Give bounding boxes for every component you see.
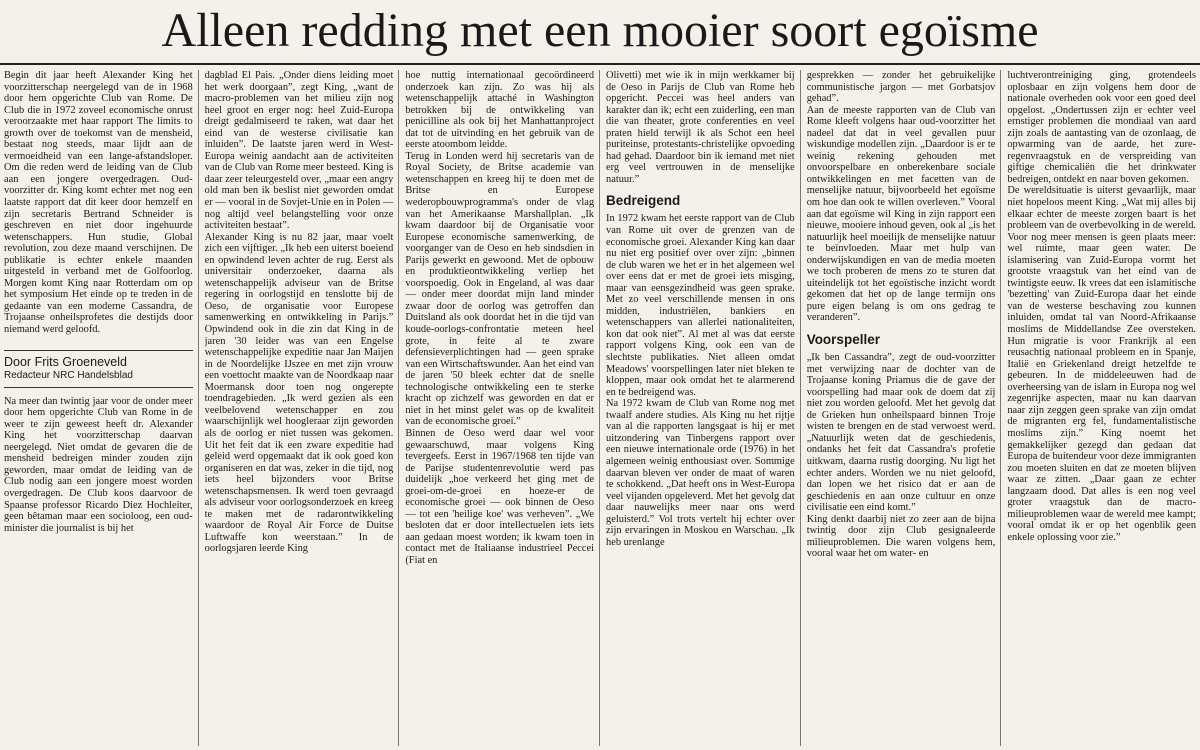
paragraph: King denkt daarbij niet zo zeer aan de bijna twintig door zijn Club gesignaleerde milieuproblemen. Die waren volgens hem, vooral waar het om water- en [806, 513, 996, 560]
article-column-2 [205, 70, 400, 746]
article-column-1 [4, 70, 199, 746]
subheading: Voorspeller [806, 332, 880, 348]
byline-role: Redacteur NRC Handelsblad [4, 369, 133, 381]
paragraph: Na meer dan twintig jaar voor de onder meer door hem opgerichte Club van Rome in de weer te zijn geweest heeft dr. Alexander King het voorzitterschap daarvan neergelegd. Niet omdat de gevaren die de mensheid bedreigen minder zouden zijn geworden, maar omdat de leiding van de Club nodig aan een jongere moest worden overgedragen. De Club koos daarvoor de Spaanse professor Ricardo Diez Hochleiter, geen bêtaman maar een socioloog, een oud-minister die journalist is bij het [4, 395, 193, 534]
paragraph: gesprekken — zonder het gebruikelijke communistische jargon — met Gorbatsjov gehad”. [806, 70, 996, 105]
paragraph: Begin dit jaar heeft Alexander King het voorzitterschap neergelegd van de in 1968 door hem opgerichte Club van Rome. De Club die in 1972 zoveel economische onrust veroorzaakte met haar rapport The limits to growth over de toekomst van de mensheid, bestaat nog steeds, maar lijdt aan de vermoeidheid van een lange-afstandsloper. Om die reden werd de leiding van de Club aan een jongere overgedragen. Oud-voorzitter dr. King komt echter met nog een laatste rapport dat dit keer door hemzelf en zijn secretaris Bertrand Schneider is geschreven en niet door ingehuurde wetenschappers. Hun studie, Global revolution, zou deze maand verschijnen. De publikatie is echter enkele maanden uitgesteld in verband met de Golfoorlog. Morgen komt King naar Rotterdam om op het symposium Het einde op te treden in de gedaante van een moderne Cassandra, de Trojaanse onheilsprofetes die destijds door niemand werd geloofd. [4, 70, 193, 336]
paragraph: luchtverontreiniging ging, grotendeels oplosbaar en zijn volgens hem door de nationale overheden ook voor een goed deel opgelost. „Ondertussen zijn er echter veel ernstiger problemen die mondiaal van aard zijn zoals de aantasting van de ozonlaag, de opwarming van de aarde, het zure-regenvraagstuk en de verspreiding van giftige chemicaliën die het drinkwater bedreigen, ontdekt en naar boven gekomen. [1007, 70, 1197, 185]
paragraph: De wereldsituatie is uiterst gevaarlijk, maar niet hopeloos meent King. „Wat mij alles bij elkaar echter de meeste zorgen baart is het probleem van de overbevolking in de wereld. Voor nog meer mensen is geen plaats meer: wel ruimte, maar geen water. De islamisering van Zuid-Europa vormt het grootste vraagstuk van het eind van de twintigste eeuw. Ik vrees dat een islamitische 'bezetting' van Zuid-Europa daar het einde van de westerse beschaving zou kunnen inluiden, omdat tal van Noord-Afrikaanse moslims de Middellandse Zee oversteken. Hun migratie is voor Frankrijk al een reusachtig nationaal probleem en in Spanje, Italië en Griekenland dreigt hetzelfde te gebeuren. In de middeleeuwen had de overheersing van de islam in Europa nog wel zegenrijke aspecten, maar nu kan daarvan naar zijn zeggen geen sprake van zijn omdat de migranten erg fel, fundamentalistische moslims zijn.” King noemt het gemakkelijker gezegd dan gedaan dat Europa de buitendeur voor deze immigranten zou moeten sluiten en dat ze moeten blijven waar ze zitten. „Daar gaan ze echter langzaam dood. Dat alles is een nog veel groter vraagstuk dan de macro-milieuproblemen waar de wereld mee kampt; vooral omdat ik er op het ogenblik geen enkele oplossing voor zie.” [1007, 185, 1197, 543]
paragraph: Aan de meeste rapporten van de Club van Rome kleeft volgens haar oud-voorzitter het nadeel dat dat in veel gevallen puur wiskundige modellen zijn. „Daardoor is er te weinig rekening gehouden met onvoorspelbare en onberekenbare sociale ontwikkelingen en met facetten van de menselijke natuur, bijvoorbeeld het egoïsme om hoe dan ook te willen overleven.” Vooral aan dat egoïsme wil King in zijn rapport een nieuwe, mooiere inhoud geven, ook al „is het natuurlijk heel moeilijk de menselijke natuur te beïnvloeden. Maar met hulp van onderwijskundigen en van de media moeten we toch proberen de mens zo te sturen dat uiteindelijk tot het egoïstische inzicht wordt gekomen dat het op de lange termijn ons pure eigen belang is om ons gedrag te veranderen”. [806, 104, 996, 324]
paragraph: dagblad El Pais. „Onder diens leiding moet het werk doorgaan”, zegt King, „want de macro-problemen van het milieu zijn nog heel groot en erger nog: heel Zuid-Europa dreigt gedalmiseerd te raken, wat daar het eind van de westerse civilisatie kan inluiden”. De laatste jaren werd in West-Europa weinig aandacht aan de activiteiten van de Club van Rome meer besteed. King is daar zeer teleurgesteld over, „maar een angry old man ben ik beslist niet geworden omdat er — vooral in de Sovjet-Unie en in Polen — nog altijd veel belangstelling voor onze activiteiten bestaat”. [204, 70, 394, 232]
byline-author: Door Frits Groeneveld [4, 354, 127, 369]
subheading: Bedreigend [606, 193, 681, 209]
headline-rule [0, 63, 1200, 65]
paragraph: „Ik ben Cassandra”, zegt de oud-voorzitter met verwijzing naar de dochter van de Trojaanse koning Priamus die de gave der voorspelling had maar ook de doem dat zij niet zou worden geloofd. Met het gevolg dat de Grieken hun onheilspaard binnen Troje wisten te brengen en de stad verwoest werd. „Natuurlijk weten dat de geschiedenis, ondanks het feit dat Cassandra's profetie uitkwam, daarna rustig doorging. Nu ligt het echter anders. Worden we nu niet geloofd, dan lopen we het risico dat er aan de geschiedenis en aan onze cultuur en onze civilisatie een eind komt.” [806, 352, 996, 514]
paragraph: Na 1972 kwam de Club van Rome nog met twaalf andere studies. Als King nu het rijtje van al die rapporten langsgaat is hij er met uitzondering van Tinbergens rapport over een nieuwe internationale orde (1976) in het algemeen weinig enthousiast over. Sommige daarvan bleven ver onder de maat of waren te schokkend. „Dat heeft ons in West-Europa veel vijanden opgeleverd. Met het gevolg dat daar nauwelijks meer naar ons werd geluisterd.” Vol trots vertelt hij echter over zijn ervaringen in Moskou en Warschau. „Ik heb urenlange [606, 398, 795, 548]
paragraph: Olivetti) met wie ik in mijn werkkamer bij de Oeso in Parijs de Club van Rome heb opgericht. Peccei was heel anders van karakter dan ik; echt een zuiderling, een man die van theater, grote conferenties en veel praten hield terwijl ik als Schot een heel puriteinse, protestants-christelijke opvoeding had gehad. Daardoor bin ik iemand met niet erg veel vertrouwen in de menselijke natuur.” [606, 70, 795, 185]
article-body [4, 70, 1196, 746]
headline: Alleen redding met een mooier soort egoïsme [161, 4, 1039, 57]
article-column-4 [606, 70, 801, 746]
byline [4, 350, 193, 388]
paragraph: Terug in Londen werd hij secretaris van de Royal Society, de Britse academie van wetenschappen en kreeg hij te doen met de Britse en Europese wederopbouwprogramma's onder de vlag van het Amerikaanse Marshallplan. „Ik kwam daardoor bij de Organisatie voor Europese economische samenwerking, de voorganger van de Oeso en heb sindsdien in Parijs gewerkt en gewoond. Met de opbouw en produktieontwikkeling verliep het voorspoedig. Ook in Engeland, al was daar — onder meer doordat mijn land minder zwaar door de oorlog was getroffen dan Duitsland als ook doordat het in die tijd van koude-oorlogs-confrontatie meteen heel grote, in feite al te zware defensieverplichtingen had — geen sprake van een Wirtschaftswunder. Aan het eind van de jaren '50 bleek echter dat de snelle technologische ontwikkeling een te sterke kracht op zichzelf was geworden en dat er niet in het minst gelet was op de kwaliteit van de economische groei.” [405, 150, 595, 428]
paragraph: In 1972 kwam het eerste rapport van de Club van Rome uit over de grenzen van de economische groei. Alexander King kan daar nu niet erg positief over over zijn: „binnen de club waren we het er in het algemeen wel over eens dat er met de groei iets misging, maar van eensgezindheid was geen sprake. Met zo veel verschillende mensen in ons midden, industriëlen, bankiers en wetenschappers van allerlei nationaliteiten, kon dat ook niet”. Al met al was dat eerste rapport volgens King, ook een van de slechtste publikaties. Niet alleen omdat Meadows' voorspellingen later niet bleken te kloppen, maar ook omdat het te alarmerend en te bedreigend was. [606, 213, 795, 398]
article-column-5 [807, 70, 1002, 746]
paragraph: Alexander King is nu 82 jaar, maar voelt zich een vijftiger. „Ik heb een uiterst boeiend en opwindend leven achter de rug. Eerst als universitair onderzoeker, daarna als wetenschappelijk adviseur van de Britse regering in oorlogstijd en tenslotte bij de Oeso, de organisatie voor Europese samenwerking en ontwikkeling in Parijs.” Opwindend ook in die zin dat King in de jaren '30 leider was van een Engelse wetenschappelijke expeditie naar Jan Maijen in de Noordelijke IJszee en met zijn vrouw een voettocht maakte van de Noordkaap naar Moermansk door toen nog ongerepte toendragebieden. „Ik werd gezien als een veelbelovend wetenschapper en zou waarschijnlijk wel hoogleraar zijn geworden als de oorlog er niet tussen was gekomen. Uit het feit dat ik een zware expeditie had geleid werd opgemaakt dat ik ook goed kon organiseren en dat was, zeker in die tijd, nog iets heel bijzonders voor Britse wetenschapsmensen. Ik werd toen gevraagd als adviseur voor oorlogsonderzoek en kreeg te maken met de radarontwikkeling waardoor de Royal Air Force de Duitse Luftwaffe kon weerstaan.” In de oorlogsjaren leerde King [204, 231, 394, 555]
article-column-6 [1007, 70, 1196, 746]
paragraph: Binnen de Oeso werd daar wel voor gewaarschuwd, maar volgens King tevergeefs. Eerst in 1967/1968 ten tijde van de Parijse studentenrevolutie werd pas duidelijk „hoe verkeerd het ging met de groei-om-de-groei en hoeze-er de economische groei — ook binnen de Oeso — tot een 'heilige koe' was verheven”. „We besloten dat er door intellectuelen iets iets aan gedaan moest worden; ik kwam toen in contact met de Italiaanse industrieel Peccei (Fiat en [405, 427, 595, 566]
paragraph: hoe nuttig internationaal gecoördineerd onderzoek kan zijn. Zo was hij als wetenschappelijk attaché in Washington betrokken bij de ontwikkeling van penicilline als ook bij het Manhattanproject dat tot de uitvinding en het gebruik van de eerste atoombom leidde. [405, 70, 595, 151]
article-column-3 [405, 70, 600, 746]
